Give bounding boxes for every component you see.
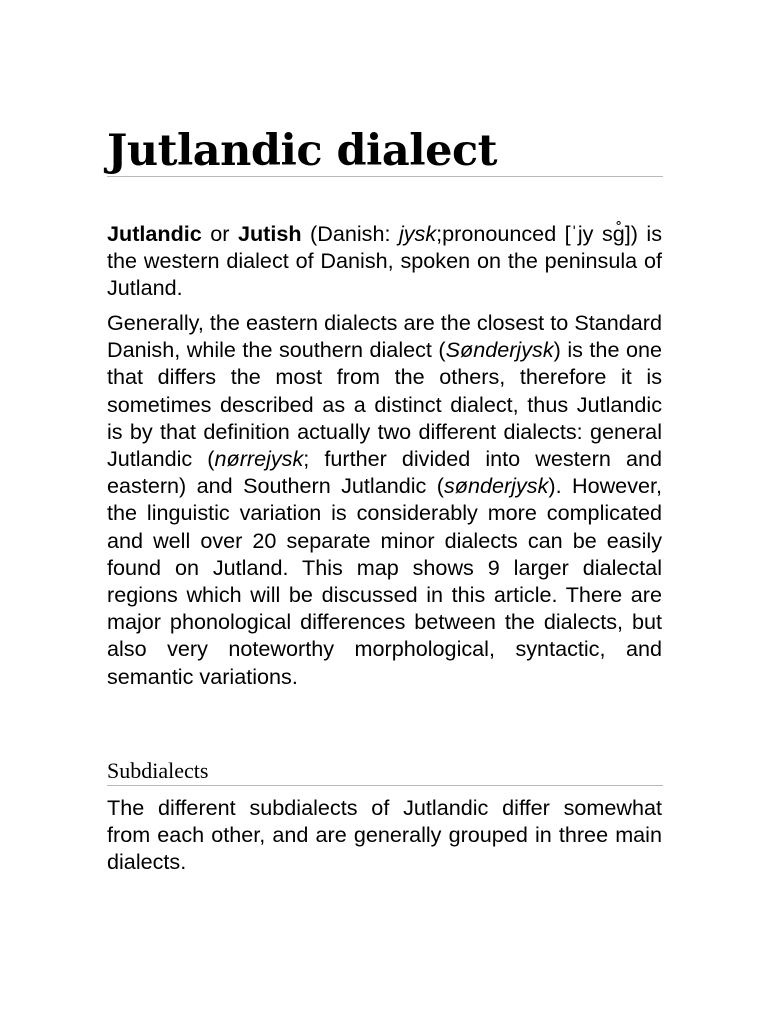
intro-danish-open: (Danish: <box>301 221 399 246</box>
term-jysk: jysk <box>398 221 437 246</box>
body-text-1: Generally, the eastern dialects are the closest to Standard Danish, while the southern dialect ( <box>107 310 662 363</box>
body-text-3: ; further divided into western and eastern) and Southern Jutlandic ( <box>107 446 662 499</box>
intro-or: or <box>201 221 238 246</box>
term-jutish: Jutish <box>237 221 302 246</box>
intro-pronounced: ;pronounced [ˈjy sɡ̊]) is the western dialect of Danish, spoken on the peninsula of Jutland. <box>107 221 663 301</box>
term-sonderjysk: sønderjysk <box>443 473 549 499</box>
body-paragraph <box>107 309 662 690</box>
section-heading-subdialects: Subdialects <box>107 758 209 783</box>
term-jutlandic: Jutlandic <box>107 221 202 246</box>
title-divider <box>107 176 663 177</box>
body-text-4: ). However, the linguistic variation is considerably more complicated and well over 20 separate minor dialects can be easily found on Jutland. This map shows 9 larger dialectal regions which will be discussed in this article. There are major phonological differences between the dialects, but also very noteworthy morphological, syntactic, and semantic variations. <box>107 473 662 689</box>
term-norrejysk: nørrejysk <box>214 446 304 472</box>
page-title: Jutlandic dialect <box>107 126 497 176</box>
subdialects-paragraph: The different subdialects of Jutlandic differ somewhat from each other, and are generally grouped in three main dialects. <box>107 795 662 875</box>
section-divider <box>107 785 663 786</box>
intro-paragraph <box>107 220 662 302</box>
body-text-2: ) is the one that differs the most from the others, therefore it is sometimes described as a distinct dialect, thus Jutlandic is by that definition actually two different dialects: general Jutlandic ( <box>107 337 662 472</box>
term-sonderjysk-cap: Sønderjysk <box>445 337 554 363</box>
